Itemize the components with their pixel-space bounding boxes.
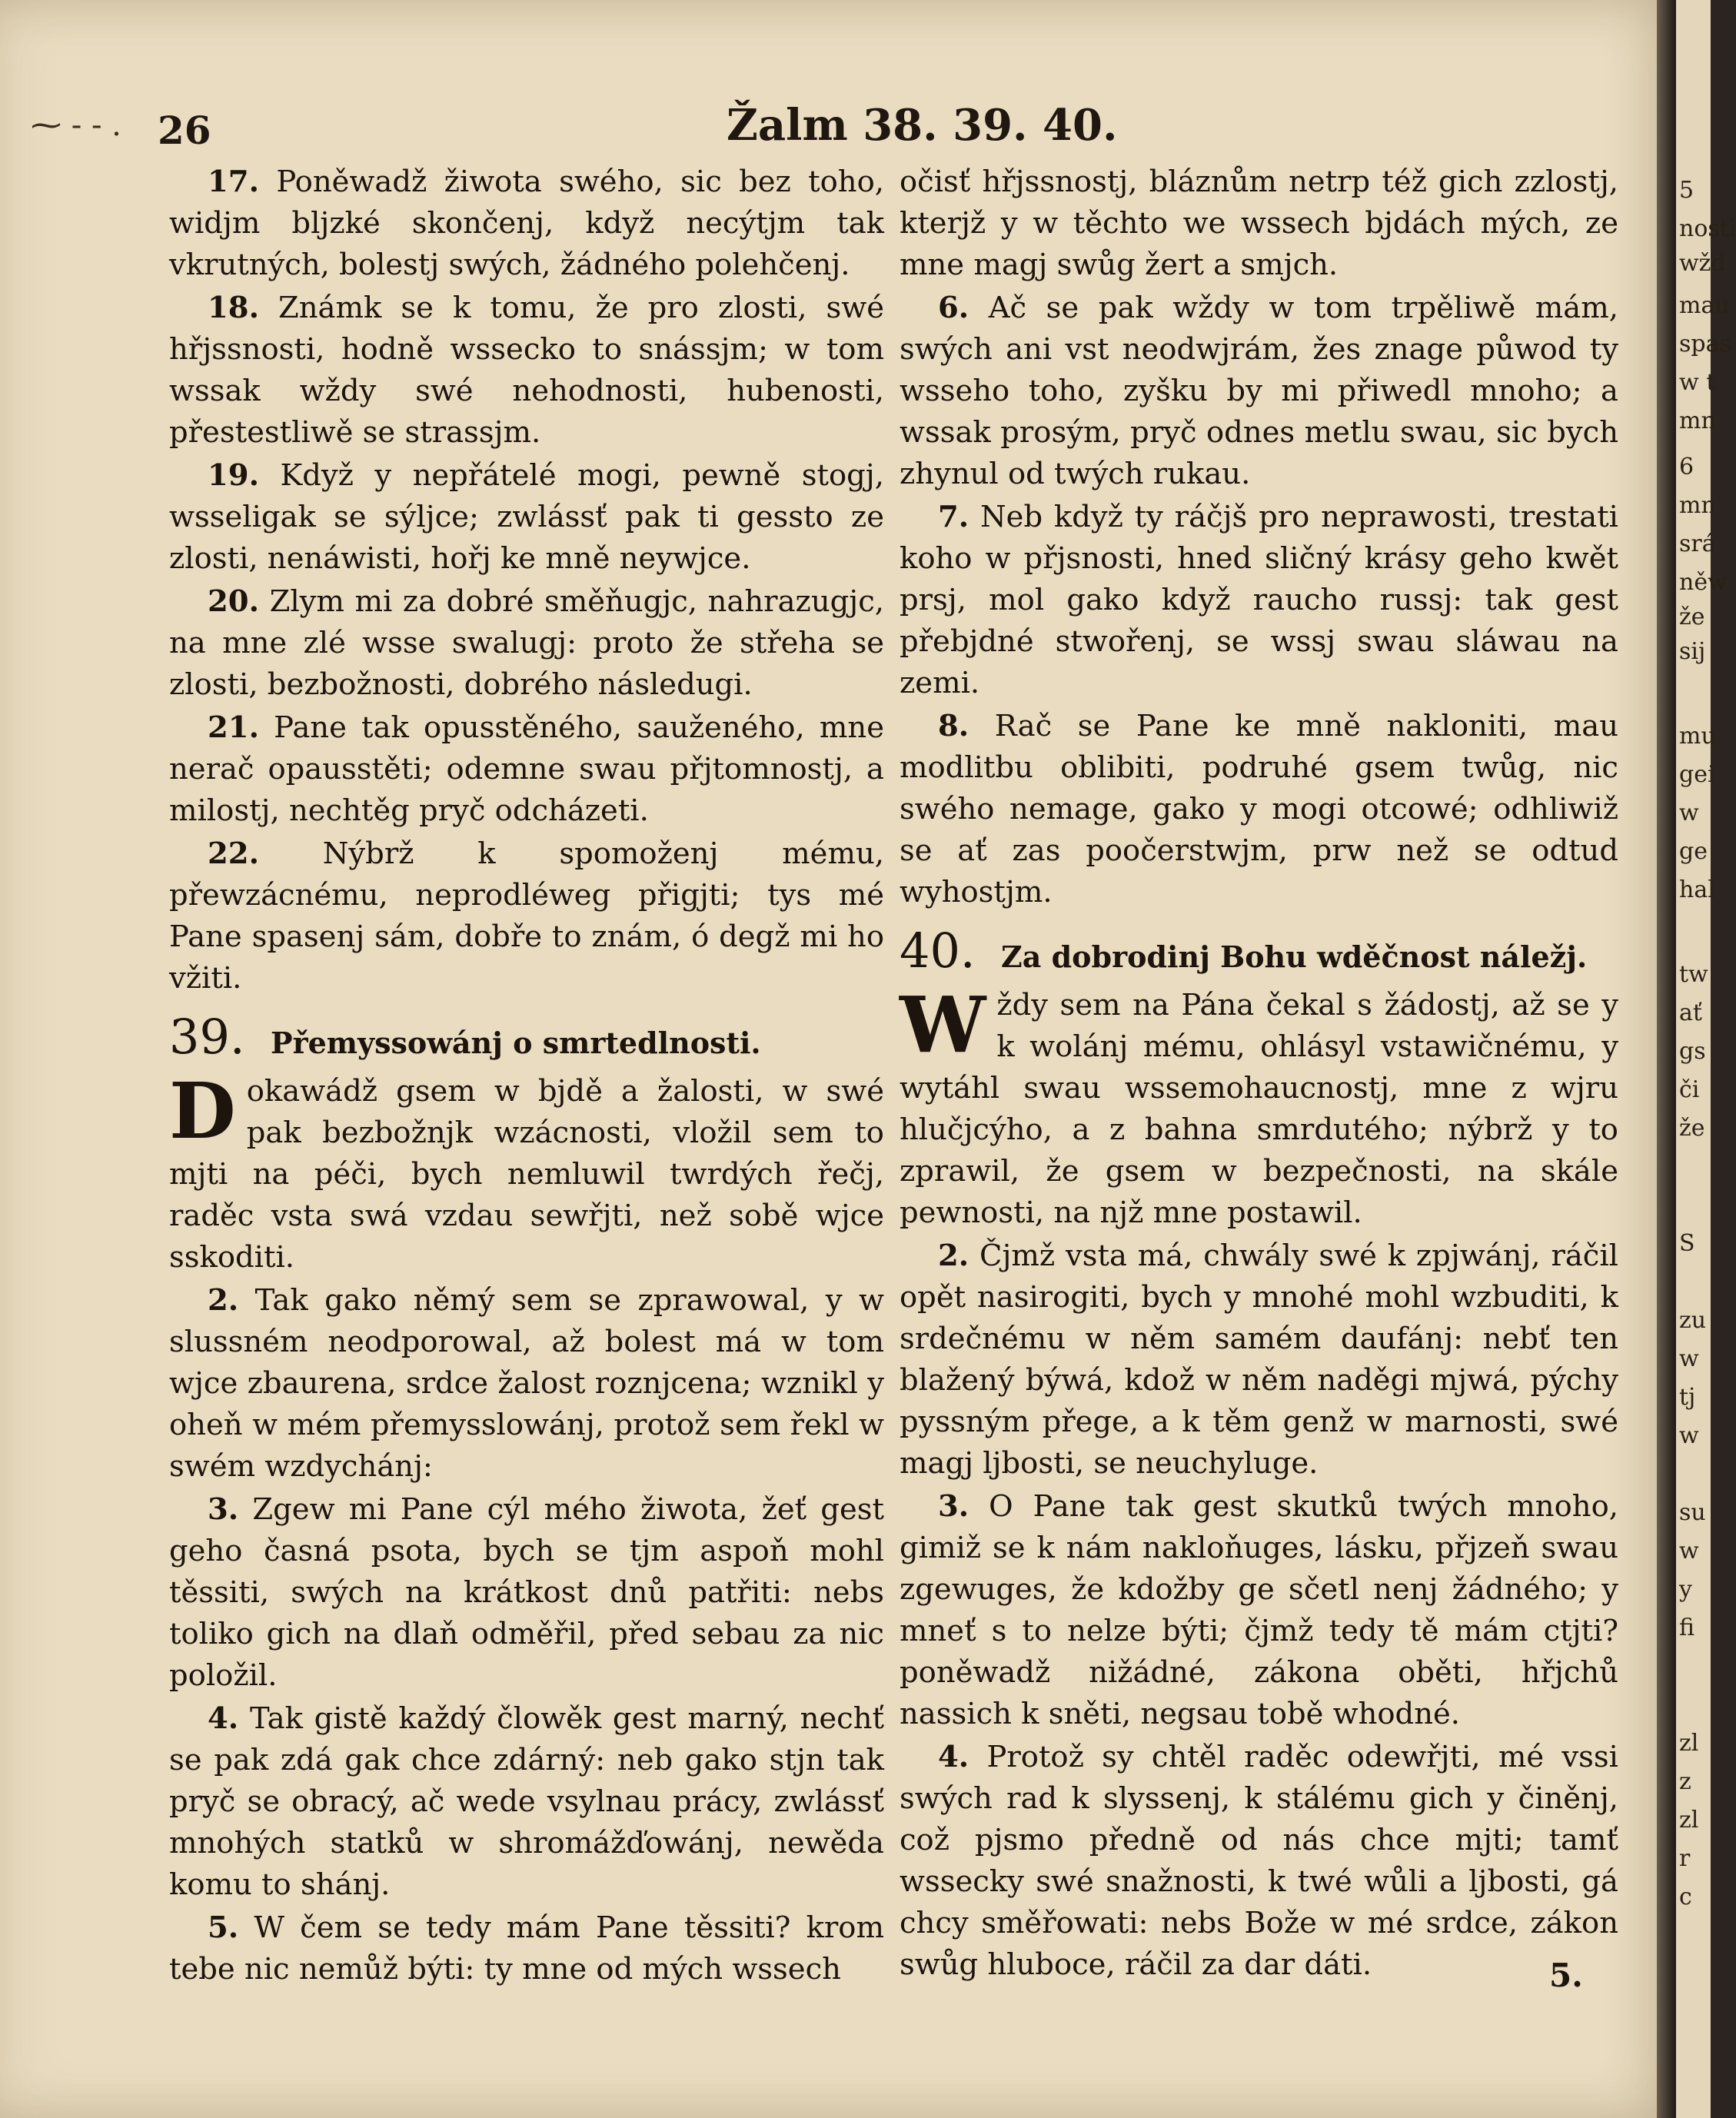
psalm-number: 39. xyxy=(169,1009,245,1065)
facing-page-fragment: tj xyxy=(1679,1384,1696,1411)
facing-page-fragment: 6 xyxy=(1679,454,1694,480)
facing-page-fragment: mn xyxy=(1679,407,1716,434)
facing-page-fragment: w xyxy=(1679,800,1699,826)
facing-page-fragment: c xyxy=(1679,1884,1692,1910)
facing-page-fragment: 5 xyxy=(1679,177,1694,204)
facing-page-fragment: ge xyxy=(1679,838,1708,865)
facing-page-fragment: zu xyxy=(1679,1307,1707,1334)
facing-page-fragment: že xyxy=(1679,603,1705,630)
facing-page-fragment: či xyxy=(1679,1076,1700,1103)
drop-cap: W xyxy=(900,979,986,1070)
facing-page-fragment: mn xyxy=(1679,492,1716,519)
verse-21: 21. Pane tak opusstěného, sauženého, mne nerač opausstěti; odemne swau přjtomnostj, a milostj, nechtěg pryč odcházeti. xyxy=(169,710,884,828)
psalm-title: Přemyssowánj o smrtedlnosti. xyxy=(271,1026,761,1060)
facing-page-fragment: tw xyxy=(1679,961,1708,988)
facing-page-fragment: su xyxy=(1679,1499,1706,1526)
facing-page-fragment: nosti xyxy=(1679,215,1736,242)
facing-page-fragment: zl xyxy=(1679,1730,1699,1757)
facing-page-fragment: spas xyxy=(1679,331,1731,357)
facing-page-fragment: w xyxy=(1679,1422,1699,1449)
verse-18: 18. Známk se k tomu, že pro zlosti, swé hřjssnosti, hodně wssecko to snássjm; w tom wssak wždy swé nehodnosti, hubenosti, přestestliwě se strassjm. xyxy=(169,291,884,450)
verse-20: 20. Zlym mi za dobré směňugjc, nahrazugjc, na mne zlé wsse swalugj: proto že střeha se zlosti, bezbožnosti, dobrého následugi. xyxy=(169,584,884,702)
facing-page-fragment: hal xyxy=(1679,876,1715,903)
facing-page-fragment: r xyxy=(1679,1845,1691,1872)
psalm-title: Za dobrodinj Bohu wděčnost náležj. xyxy=(1001,939,1588,974)
facing-page-fragment: S xyxy=(1679,1230,1695,1257)
psalm-40-verse-1: Wždy sem na Pána čekal s žádostj, až se y k wolánj mému, ohlásyl vstawičnému, y wytáhl swau wssemohaucnostj, mne z wjru hlučjcýho, a z bahna smrdutého; nýbrž y to zprawil, že gsem w bezpečnosti, na skále pewnosti, na njž mne postawil. xyxy=(900,979,1618,1230)
facing-page-fragment: ať xyxy=(1679,999,1702,1026)
facing-page-fragment: zl xyxy=(1679,1807,1699,1834)
psalm-40-verse-4: 4. Protož sy chtěl raděc odewřjti, mé vssi swých rad k slyssenj, k stálému gich y činěnj, což pjsmo předně od nás chce mjti; tamť wssecky swé snažnosti, k twé wůli a ljbosti, gá chcy směřowati: nebs Bože w mé srdce, zákon swůg hluboce, ráčil za dar dáti. xyxy=(900,1740,1618,1982)
page-number: 26 xyxy=(158,108,211,153)
facing-page-fragment: w xyxy=(1679,1345,1699,1372)
psalm-39-verse-7: 7. Neb když ty ráčjš pro neprawosti, trestati koho w přjsnosti, hned sličný krásy geho kwět prsj, mol gako když raucho russj: tak gest přebjdné stwořenj, se wssj swau sláwau na zemi. xyxy=(900,500,1618,700)
psalm-number: 40. xyxy=(900,923,976,979)
facing-page-fragment: mau xyxy=(1679,292,1730,319)
facing-page-edge xyxy=(1676,0,1736,2118)
facing-page-fragment: y xyxy=(1679,1576,1692,1603)
facing-page-fragment: gei xyxy=(1679,761,1715,788)
left-column xyxy=(169,161,884,1992)
drop-cap: D xyxy=(169,1066,236,1156)
right-column xyxy=(900,161,1618,1987)
psalm-39-verse-8: 8. Rač se Pane ke mně nakloniti, mau modlitbu oblibiti, podruhé gsem twůg, nic swého nemage, gako y mogi otcowé; odhliwiž se ať zas poočerstwjm, prw než se odtud wyhostjm. xyxy=(900,709,1618,909)
psalm-39-verse-4: 4. Tak gistě každý člowěk gest marný, nechť se pak zdá gak chce zdárný: neb gako stjn tak pryč se obracý, ač wede vsylnau prácy, zwlássť mnohých statků w shromážďowánj, newěda komu to shánj. xyxy=(169,1701,885,1902)
psalm-39-verse-5-continued: očisť hřjssnostj, bláznům netrp též gich zzlostj, kterjž y w těchto we wssech bjdách mých, ze mne magj swůg žert a smjch. xyxy=(900,165,1618,282)
psalm-39-verse-5: 5. W čem se tedy mám Pane těssiti? krom tebe nic nemůž býti: ty mne od mých wssech xyxy=(169,1910,884,1987)
facing-page-fragment: srá xyxy=(1679,530,1716,557)
verse-19: 19. Když y nepřátelé mogi, pewně stogj, wsseligak se sýljce; zwlássť pak ti gessto ze zlosti, nenáwisti, hořj ke mně neywjce. xyxy=(169,458,884,576)
psalm-39-verse-3: 3. Zgew mi Pane cýl mého žiwota, žeť gest geho časná psota, bych se tjm aspoň mohl těssiti, swých na krátkost dnů patřiti: nebs toliko gich na dlaň odměřil, před sebau za nic položil. xyxy=(169,1492,884,1693)
facing-page-fragment: gs xyxy=(1679,1038,1706,1065)
facing-page-fragment: fi xyxy=(1679,1614,1695,1641)
psalm-39-verse-2: 2. Tak gako němý sem se zprawowal, y w slussném neodporowal, až bolest má w tom wjce zbaurena, srdce žalost roznjcena; wznikl y oheň w mém přemysslowánj, protož sem řekl w swém wzdychánj: xyxy=(169,1283,884,1484)
psalm-39-verse-1: Dokawádž gsem w bjdě a žalosti, w swé pak bezbožnjk wzácnosti, vložil sem to mjti na péči, bych nemluwil twrdých řečj, raděc vsta swá vzdau sewřjti, než sobě wjce sskoditi. xyxy=(169,1066,884,1275)
page-header xyxy=(150,100,1565,161)
ink-stroke: ⁓ - - . xyxy=(31,108,121,143)
facing-page-fragment: w t xyxy=(1679,369,1716,396)
psalm-40-verse-3: 3. O Pane tak gest skutků twých mnoho, gimiž se k nám nakloňuges, lásku, přjzeň swau zgewuges, že kdožby ge sčetl nenj žádného; y mneť s to nelze býti; čjmž tedy tě mám ctjti? poněwadž nižádné, zákona oběti, hřjchů nassich k sněti, negsau tobě whodné. xyxy=(900,1489,1618,1731)
facing-page-fragment: že xyxy=(1679,1115,1705,1142)
facing-page-fragment: w xyxy=(1679,1538,1699,1564)
facing-page-fragment: sij xyxy=(1679,638,1706,665)
verse-22: 22. Nýbrž k spomoženj mému, přewzácnému, neprodléweg přigjti; tys mé Pane spasenj sám, dobře to znám, ó degž mi ho vžiti. xyxy=(169,836,884,996)
running-title: Žalm 38. 39. 40. xyxy=(727,100,1118,151)
catchword: 5. xyxy=(1549,1957,1583,1994)
facing-page-fragment: z xyxy=(1679,1768,1691,1795)
facing-page-fragment: wžd xyxy=(1679,250,1726,277)
psalm-40-heading xyxy=(900,923,1618,979)
psalm-39-heading xyxy=(169,1009,884,1065)
psalm-40-verse-2: 2. Čjmž vsta má, chwály swé k zpjwánj, ráčil opět nasirogiti, bych y mnohé mohl wzbuditi, k srdečnému w něm samém daufánj: nebť ten blažený býwá, kdož w něm naděgi mjwá, pýchy pyssným přege, a k těm genž w marnosti, swé magj ljbosti, se neuchyluge. xyxy=(900,1239,1618,1481)
facing-page-fragment: mu xyxy=(1679,723,1716,750)
facing-page-fragment: něw xyxy=(1679,569,1728,596)
verse-17: 17. Poněwadž žiwota swého, sic bez toho, widjm bljzké skončenj, když necýtjm tak vkrutných, bolestj swých, žádného polehčenj. xyxy=(169,165,884,282)
psalm-39-verse-6: 6. Ač se pak wždy w tom trpěliwě mám, swých ani vst neodwjrám, žes znage půwod ty wsseho toho, zyšku by mi přiwedl mnoho; a wssak prosým, pryč odnes metlu swau, sic bych zhynul od twých rukau. xyxy=(900,291,1618,491)
